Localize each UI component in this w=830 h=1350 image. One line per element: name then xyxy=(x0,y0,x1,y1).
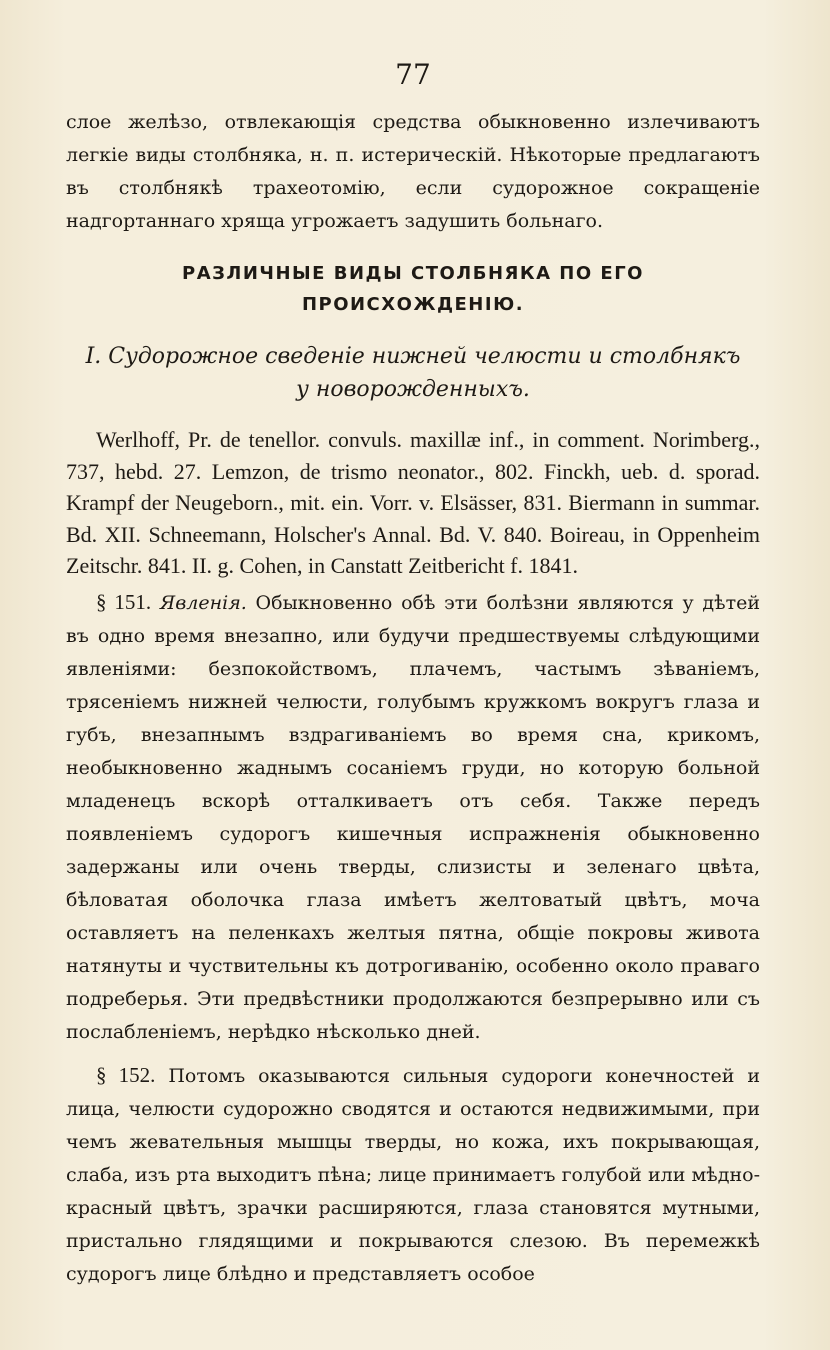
paragraph-151 xyxy=(66,586,760,1049)
section-mark-151: § 151. xyxy=(96,589,152,614)
page-number: 77 xyxy=(395,58,431,91)
paragraph-151-text: Обыкновенно обѣ эти болѣзни являются у дѣтей въ одно время внезапно, или будучи предшествуемы слѣдующими явленіями: безпокойствомъ, плачемъ, частымъ зѣваніемъ, трясеніемъ нижней челюсти, голубымъ кружкомъ вокругъ глаза и губъ, внезапнымъ вздрагиваніемъ во время сна, крикомъ, необыкновенно жаднымъ сосаніемъ груди, но которую больной младенецъ вскорѣ отталкиваетъ отъ себя. Также передъ появленіемъ судорогъ кишечныя испражненія обыкновенно задержаны или очень тверды, слизисты и зеленаго цвѣта, бѣловатая оболочка глаза имѣетъ желтоватый цвѣтъ, моча оставляетъ на пеленкахъ желтыя пятна, общіе покровы живота натянуты и чуствительны къ дотрогиванію, особенно около праваго подреберья. Эти предвѣстники продолжаются безпрерывно или съ послабленіемъ, нерѣдко нѣсколько дней. xyxy=(66,591,760,1043)
subsection-heading: I. Судорожное сведеніе нижней челюсти и столбнякъ у новорожденныхъ. xyxy=(85,344,741,402)
paragraph-152 xyxy=(66,1059,760,1291)
section-heading: РАЗЛИЧНЫЕ ВИДЫ СТОЛБНЯКА ПО ЕГО ПРОИСХОЖДЕНІЮ. xyxy=(182,263,644,315)
section-mark-152: § 152. xyxy=(96,1062,156,1087)
bibliography-paragraph: Werlhoff, Pr. de tenellor. convuls. maxillæ inf., in comment. Norimberg., 737, hebd. 27. Lemzon, de trismo neonator., 802. Finckh, ueb. d. sporad. Krampf der Neugeborn., mit. ein. Vorr. v. Elsässer, 831. Biermann in summar. Bd. XII. Schneemann, Holscher's Annal. Bd. V. 840. Boireau, in Oppenheim Zeitschr. 841. II. g. Cohen, in Canstatt Zeitbericht f. 1841. xyxy=(66,427,760,579)
section-title-151: Явленія. xyxy=(159,591,247,614)
paragraph-152-text: Потомъ оказываются сильныя судороги конечностей и лица, челюсти судорожно сводятся и остаются недвижимыми, при чемъ жевательныя мышцы тверды, но кожа, ихъ покрывающая, слаба, изъ рта выходитъ пѣна; лице принимаетъ голубой или мѣдно-красный цвѣтъ, зрачки расширяются, глаза становятся мутными, пристально глядящими и покрываются слезою. Въ перемежкѣ судорогъ лице блѣдно и представляетъ особое xyxy=(66,1064,761,1285)
intro-paragraph: слое желѣзо, отвлекающія средства обыкновенно излечиваютъ легкіе виды столбняка, н. п. истерическій. Нѣкоторые предлагаютъ въ столбнякѣ трахеотомію, если судорожное сокращеніе надгортаннаго хряща угрожаетъ задушить больнаго. xyxy=(66,111,760,232)
